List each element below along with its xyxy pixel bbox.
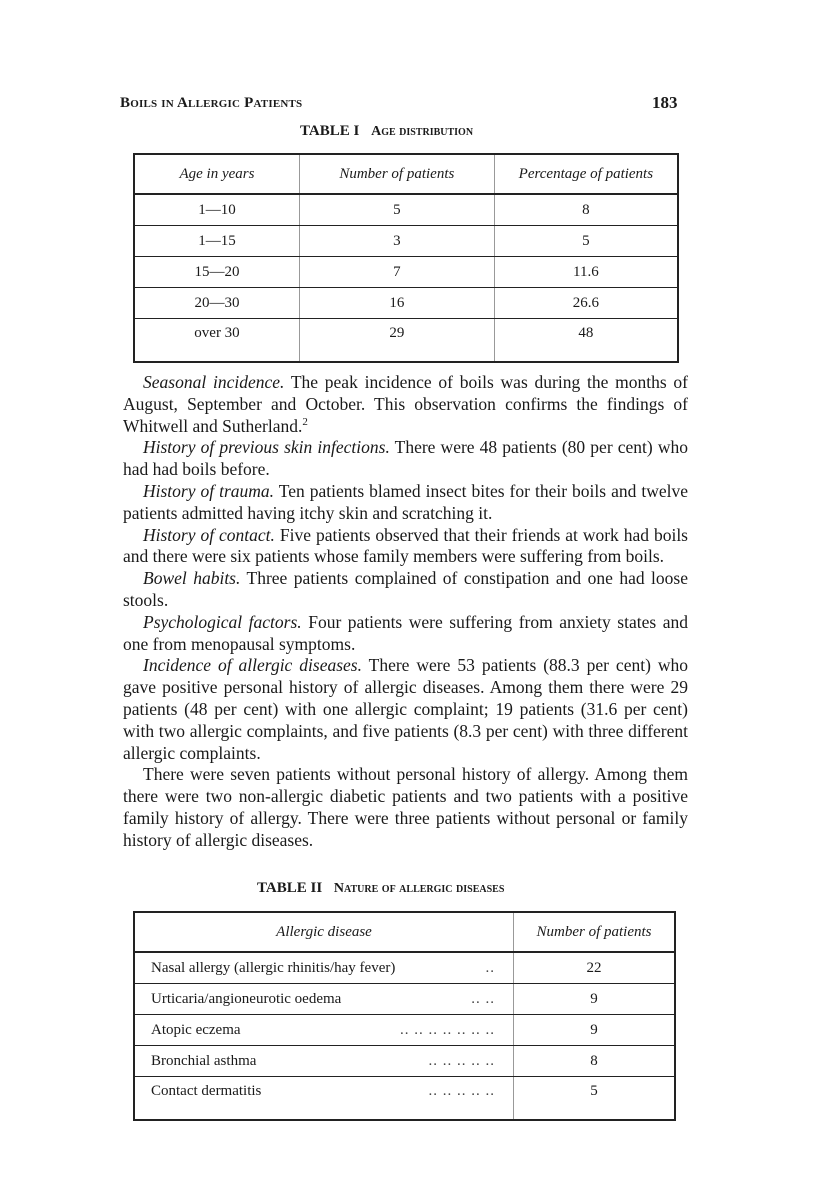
age-cell: 20—30: [134, 288, 299, 319]
percentage-cell: 5: [494, 226, 678, 257]
disease-name: Urticaria/angioneurotic oedema: [151, 990, 342, 1007]
table-row: [134, 226, 678, 257]
table2-number: TABLE II: [257, 880, 323, 896]
table1-col-age: Age in years: [134, 154, 299, 194]
number-cell: 3: [299, 226, 494, 257]
paragraph-text: Ten patients blamed insect bites for their boils and twelve patients admitted having itchy skin and scratching it.: [123, 480, 688, 523]
table-row: [134, 984, 675, 1015]
table2-col-number: Number of patients: [514, 912, 675, 952]
number-cell: 5: [299, 194, 494, 226]
table1-caption: [300, 123, 473, 140]
table-row: [134, 1077, 675, 1121]
paragraph-heading: Psychological factors.: [143, 611, 302, 632]
table2-header-row: [134, 912, 675, 952]
table-row: [134, 319, 678, 363]
paragraph-previous-infections: [123, 437, 688, 481]
age-cell: over 30: [134, 319, 299, 363]
dot-leader: .. .. .. .. ..: [428, 1052, 496, 1069]
paragraph-no-allergy: [123, 764, 688, 851]
paragraph-heading: Incidence of allergic diseases.: [143, 655, 362, 676]
paragraph-contact: [123, 525, 688, 569]
paragraph-bowel-habits: [123, 568, 688, 612]
age-cell: 1—10: [134, 194, 299, 226]
age-cell: 1—15: [134, 226, 299, 257]
paragraph-heading: Bowel habits.: [143, 568, 241, 589]
number-cell: 16: [299, 288, 494, 319]
count-cell: 8: [514, 1046, 675, 1077]
paragraph-text: There were 48 patients (80 per cent) who had had boils before.: [123, 437, 688, 480]
disease-cell: [134, 952, 514, 984]
table1-title: Age distribution: [371, 124, 474, 139]
percentage-cell: 11.6: [494, 257, 678, 288]
disease-name: Bronchial asthma: [151, 1052, 257, 1069]
table1-number: TABLE I: [300, 123, 360, 139]
table-row: [134, 1046, 675, 1077]
table2-col-disease: Allergic disease: [134, 912, 514, 952]
table-row: [134, 194, 678, 226]
disease-name: Nasal allergy (allergic rhinitis/hay fever): [151, 959, 396, 976]
paragraph-text: There were 53 patients (88.3 per cent) who gave positive personal history of allergic diseases. Among them there were 29 patients (48 per cent) with one allergic complaint; 19 patients (31.6 per cent) with two allergic complaints, and five patients (8.3 per cent) with three different allergic complaints.: [123, 655, 689, 763]
dot-leader: ..: [485, 959, 496, 976]
allergic-diseases-table: [133, 911, 676, 1121]
table-row: [134, 288, 678, 319]
disease-cell: [134, 1077, 514, 1121]
disease-cell: [134, 1046, 514, 1077]
disease-cell: [134, 1015, 514, 1046]
number-cell: 29: [299, 319, 494, 363]
running-title: Boils in Allergic Patients: [120, 95, 303, 111]
disease-name: Contact dermatitis: [151, 1083, 262, 1099]
count-cell: 22: [514, 952, 675, 984]
paragraph-psychological: [123, 612, 688, 656]
table1-header-row: [134, 154, 678, 194]
percentage-cell: 26.6: [494, 288, 678, 319]
table1-col-percentage: Percentage of patients: [494, 154, 678, 194]
age-distribution-table: [133, 153, 679, 363]
paragraph-trauma: [123, 481, 688, 525]
table2-title: Nature of allergic diseases: [333, 881, 505, 896]
table1-col-number: Number of patients: [299, 154, 494, 194]
paragraph-allergic-incidence: [123, 655, 688, 764]
count-cell: 9: [514, 1015, 675, 1046]
body-text: [123, 372, 688, 852]
table2-caption: [257, 880, 504, 897]
paragraph-text: There were seven patients without personal history of allergy. Among them there were two non-allergic diabetic patients and two patients with a positive family history of allergy. There were three patients without personal or family history of allergic diseases.: [123, 764, 688, 850]
dot-leader: .. .. .. .. .. .. ..: [400, 1021, 496, 1038]
percentage-cell: 48: [578, 325, 594, 341]
paragraph-heading: History of trauma.: [143, 480, 275, 501]
table-row: [134, 1015, 675, 1046]
paragraph-text: The peak incidence of boils was during the months of August, September and October. This observation confirms the findings of Whitwell and Sutherland.: [123, 372, 688, 436]
dot-leader: .. .. .. .. ..: [428, 1083, 496, 1099]
disease-cell: [134, 984, 514, 1015]
table-row: [134, 952, 675, 984]
table-row: [134, 257, 678, 288]
paragraph-text: Three patients complained of constipation and one had loose stools.: [123, 568, 688, 610]
paragraph-heading: Seasonal incidence.: [143, 372, 285, 392]
age-cell: 15—20: [134, 257, 299, 288]
paragraph-heading: History of previous skin infections.: [143, 437, 390, 458]
percentage-cell: 8: [494, 194, 678, 226]
paragraph-text: Four patients were suffering from anxiety states and one from menopausal symptoms.: [123, 611, 688, 654]
page-number: 183: [652, 93, 678, 112]
paragraph-seasonal-incidence: [123, 372, 688, 437]
disease-name: Atopic eczema: [151, 1021, 241, 1038]
paragraph-text: Five patients observed that their friends at work had boils and there were six patients whose family members were suffering from boils.: [123, 524, 688, 567]
count-cell: 9: [514, 984, 675, 1015]
count-cell: 5: [590, 1083, 598, 1099]
dot-leader: .. ..: [471, 990, 496, 1007]
number-cell: 7: [299, 257, 494, 288]
reference-marker: 2: [302, 415, 308, 428]
paragraph-heading: History of contact.: [143, 524, 275, 545]
